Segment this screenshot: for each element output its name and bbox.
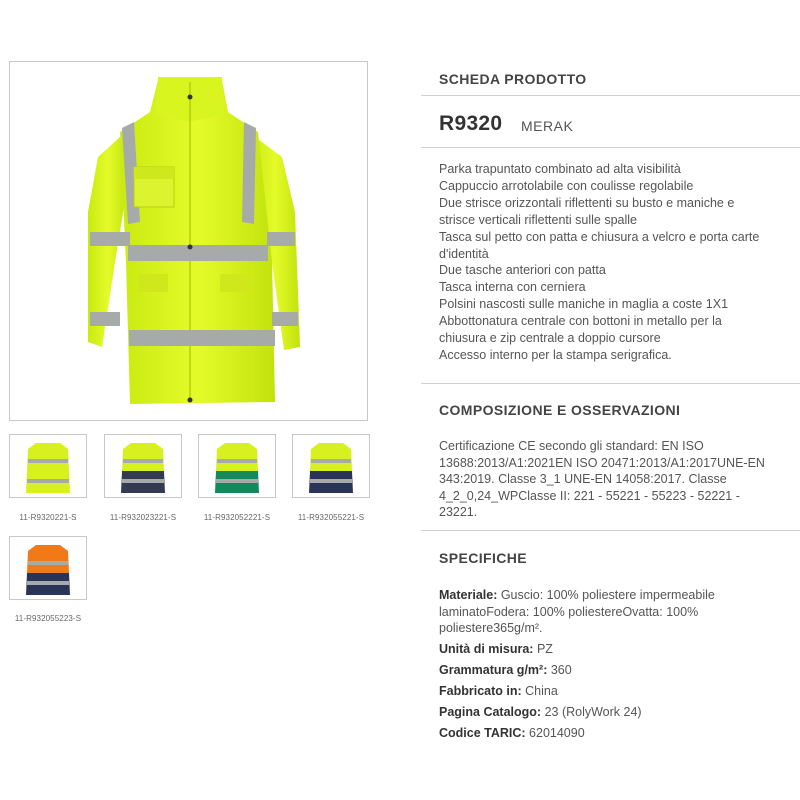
composition-text: Certificazione CE secondo gli standard: EN ISO 13688:2013/A1:2021EN ISO 20471:2013/A1:2017UNE-EN 343:2019. Classe 3_1 UNE-EN 14058:2017. Classe 4_2_0,24_WPClasse II: 221 - 55221 - 55223 - 52221 - 23221. [439,439,765,520]
spec-label: Fabbricato in: [439,684,522,698]
divider [421,95,800,96]
jacket-thumb-icon [199,435,275,497]
spec-label: Codice TARIC: [439,726,526,740]
jacket-thumb-icon [10,435,86,497]
hi-vis-parka-illustration [10,62,367,420]
jacket-thumb-icon [105,435,181,497]
spec-label: Grammatura g/m²: [439,663,548,677]
description-line: d'identità [439,246,489,261]
variant-thumb-2[interactable] [104,434,182,498]
variant-thumb-4[interactable] [292,434,370,498]
description-line: chiusura e zip centrale a doppio cursore [439,331,661,346]
spec-row-origin [439,683,789,700]
spec-value: 23 (RolyWork 24) [541,705,642,719]
variant-thumb-3[interactable] [198,434,276,498]
spec-row-taric [439,725,789,742]
jacket-thumb-icon [10,537,86,599]
variant-code: 11-R932023221-S [109,513,177,522]
description-line: Abbottonatura centrale con bottoni in metallo per la [439,314,722,329]
variant-thumb-5[interactable] [9,536,87,600]
spec-label: Materiale: [439,588,498,602]
spec-value: PZ [533,642,553,656]
section-title-specs: SPECIFICHE [439,550,528,566]
section-title-composition: COMPOSIZIONE E OSSERVAZIONI [439,402,681,418]
description-line: Cappuccio arrotolabile con coulisse regolabile [439,178,694,193]
spec-value: China [521,684,558,698]
variant-code: 11-R9320221-S [19,513,77,522]
spec-value: 62014090 [525,726,585,740]
spec-row-material [439,587,789,637]
variant-thumb-1[interactable] [9,434,87,498]
description-line: Due strisce orizzontali riflettenti su busto e maniche e [439,195,735,210]
variant-code: 11-R932052221-S [203,513,271,522]
description-line: Tasca sul petto con patta e chiusura a velcro e porta carte [439,229,760,244]
product-description [439,161,794,364]
product-info-panel [421,0,800,800]
description-line: strisce verticali riflettenti sulle spalle [439,212,637,227]
divider [421,383,800,384]
variant-code: 11-R932055221-S [297,513,365,522]
section-title-product: SCHEDA PRODOTTO [439,71,587,87]
spec-row-catalog-page [439,704,789,721]
spec-row-weight [439,662,789,679]
divider [421,147,800,148]
spec-value: Guscio: 100% poliestere impermeabile laminatoFodera: 100% poliestereOvatta: 100% poliestere365g/m². [439,588,715,635]
description-line: Due tasche anteriori con patta [439,263,606,278]
spec-label: Pagina Catalogo: [439,705,542,719]
main-product-image [9,61,368,421]
spec-row-unit [439,641,789,658]
product-code: R9320 [439,112,503,135]
spec-label: Unità di misura: [439,642,534,656]
description-line: Tasca interna con cerniera [439,280,586,295]
divider [421,530,800,531]
description-line: Polsini nascosti sulle maniche in maglia a coste 1X1 [439,297,729,312]
description-line: Parka trapuntato combinato ad alta visibilità [439,162,681,176]
spec-value: 360 [547,663,572,677]
product-model: MERAK [521,118,574,134]
variant-code: 11-R932055223-S [14,614,82,623]
jacket-thumb-icon [293,435,369,497]
description-line: Accesso interno per la stampa serigrafica. [439,347,672,362]
